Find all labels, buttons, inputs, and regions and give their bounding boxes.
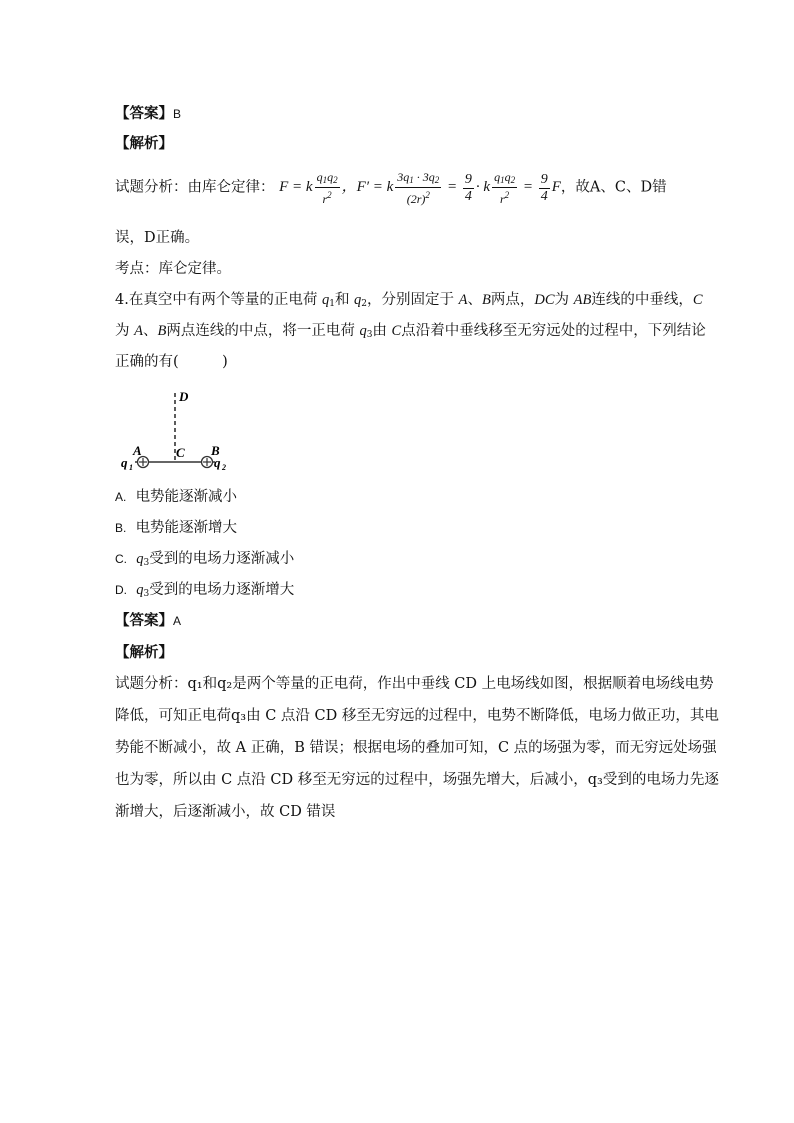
stem-AB: AB: [573, 292, 592, 308]
option-q3-sub: 3: [143, 589, 150, 599]
label-q2: q: [214, 455, 221, 470]
option-text: 受到的电场力逐渐减小: [149, 551, 295, 567]
q4-analysis-line-1: 试题分析：q₁和q₂是两个等量的正电荷，作出中垂线 CD 上电场线如图，根据顺着电场线电势: [115, 676, 714, 692]
stem-text: 连线的中垂线，: [591, 292, 693, 308]
stem-q3: q: [359, 323, 367, 339]
option-A: [115, 487, 237, 507]
q4-analysis-line-5: 渐增大，后逐渐减小，故 CD 错误: [115, 804, 336, 820]
stem-text: 和: [334, 292, 355, 308]
q3-analysis-label: 【解析】: [115, 135, 173, 152]
q3-analysis-prefix: 试题分析：由库仑定律：: [115, 179, 275, 196]
q4-analysis-label: 【解析】: [115, 644, 173, 661]
stem-C: C: [391, 323, 402, 339]
q3-analysis-formula-line: [115, 170, 667, 206]
option-text: 受到的电场力逐渐增大: [149, 582, 295, 598]
q3-analysis-cont: 误，D正确。: [115, 230, 200, 246]
q4-answer-line: [115, 611, 181, 631]
stem-q2: q: [354, 292, 362, 308]
stem-text: 、: [142, 323, 158, 339]
stem-B: B: [157, 323, 167, 339]
q3-formula-suffix: ，故A、C、D错: [560, 179, 667, 196]
label-q2-sub: 2: [222, 463, 226, 472]
q3-answer-value: B: [173, 107, 182, 121]
q4-answer-value: A: [173, 614, 182, 628]
label-D: D: [179, 389, 189, 404]
q4-analysis-line-3: 势能不断减小，故 A 正确，B 错误；根据电场的叠加可知，C 点的场强为零，而无穷远处场强: [115, 740, 717, 756]
stem-text: 为: [554, 292, 574, 308]
option-D: [115, 580, 294, 604]
stem-text: 两点，: [490, 292, 535, 308]
stem-text: 、: [467, 292, 482, 308]
stem-A: A: [134, 323, 143, 339]
option-q3: q: [136, 582, 144, 598]
q4-analysis-line-4: 也为零，所以由 C 点沿 CD 移至无穷远的过程中，场强先增大，后减小，q₃受到的电场力先逐: [115, 772, 719, 788]
stem-text: 两点连线的中点，将一正电荷: [166, 323, 360, 339]
q4-stem-line1: [115, 290, 703, 314]
option-C: [115, 549, 294, 573]
stem-q1-sub: 1: [329, 299, 335, 309]
option-letter: B.: [115, 521, 127, 535]
q3-answer-label: 【答案】: [115, 105, 173, 122]
q4-answer-label: 【答案】: [115, 612, 173, 629]
stem-C: C: [692, 292, 703, 308]
option-letter: C.: [115, 552, 127, 566]
stem-A: A: [458, 292, 468, 308]
option-letter: A.: [115, 490, 127, 504]
option-text: 电势能逐渐减小: [135, 489, 238, 505]
option-text: 电势能逐渐增大: [135, 520, 238, 536]
label-q1: q: [121, 455, 128, 470]
label-q1-sub: 1: [129, 463, 133, 472]
q3-answer-line: [115, 104, 181, 124]
q3-knowledge: 考点：库仑定律。: [115, 261, 231, 277]
q4-stem-line2: [115, 321, 706, 345]
option-q3: q: [136, 551, 144, 567]
stem-q1: q: [321, 292, 330, 308]
stem-text: ，分别固定于: [367, 292, 459, 308]
option-B: [115, 518, 237, 538]
stem-text: 由: [372, 323, 392, 339]
stem-text: 4.在真空中有两个等量的正电荷: [115, 292, 322, 308]
stem-q2-sub: 2: [361, 299, 368, 309]
stem-B: B: [482, 292, 491, 308]
stem-text: 为: [115, 323, 135, 339]
stem-q3-sub: 3: [366, 330, 373, 340]
label-A: A: [133, 443, 142, 458]
charge-diagram: [115, 385, 245, 475]
q4-analysis-line-2: 降低，可知正电荷q₃由 C 点沿 CD 移至无穷远的过程中，电势不断降低，电场力做正功，其电: [115, 708, 719, 724]
stem-DC: DC: [534, 292, 555, 308]
q4-stem-line3: 正确的有( ): [115, 354, 228, 370]
label-C: C: [176, 445, 185, 460]
option-q3-sub: 3: [143, 558, 150, 568]
label-B: B: [211, 443, 220, 458]
coulomb-formula: F = k $\frac{q_1q_2}{r^2}$ ，F′ = k $\frac{3q_1 \cdot 3q_2}{(2r)^2}$ = $\frac{9}{4}$ · k $\frac{q_1q_2}{r^2}$ = $\frac{9}{4}$ F: [279, 170, 561, 206]
option-letter: D.: [115, 583, 127, 597]
stem-text: 点沿着中垂线移至无穷远处的过程中，下列结论: [401, 323, 706, 339]
